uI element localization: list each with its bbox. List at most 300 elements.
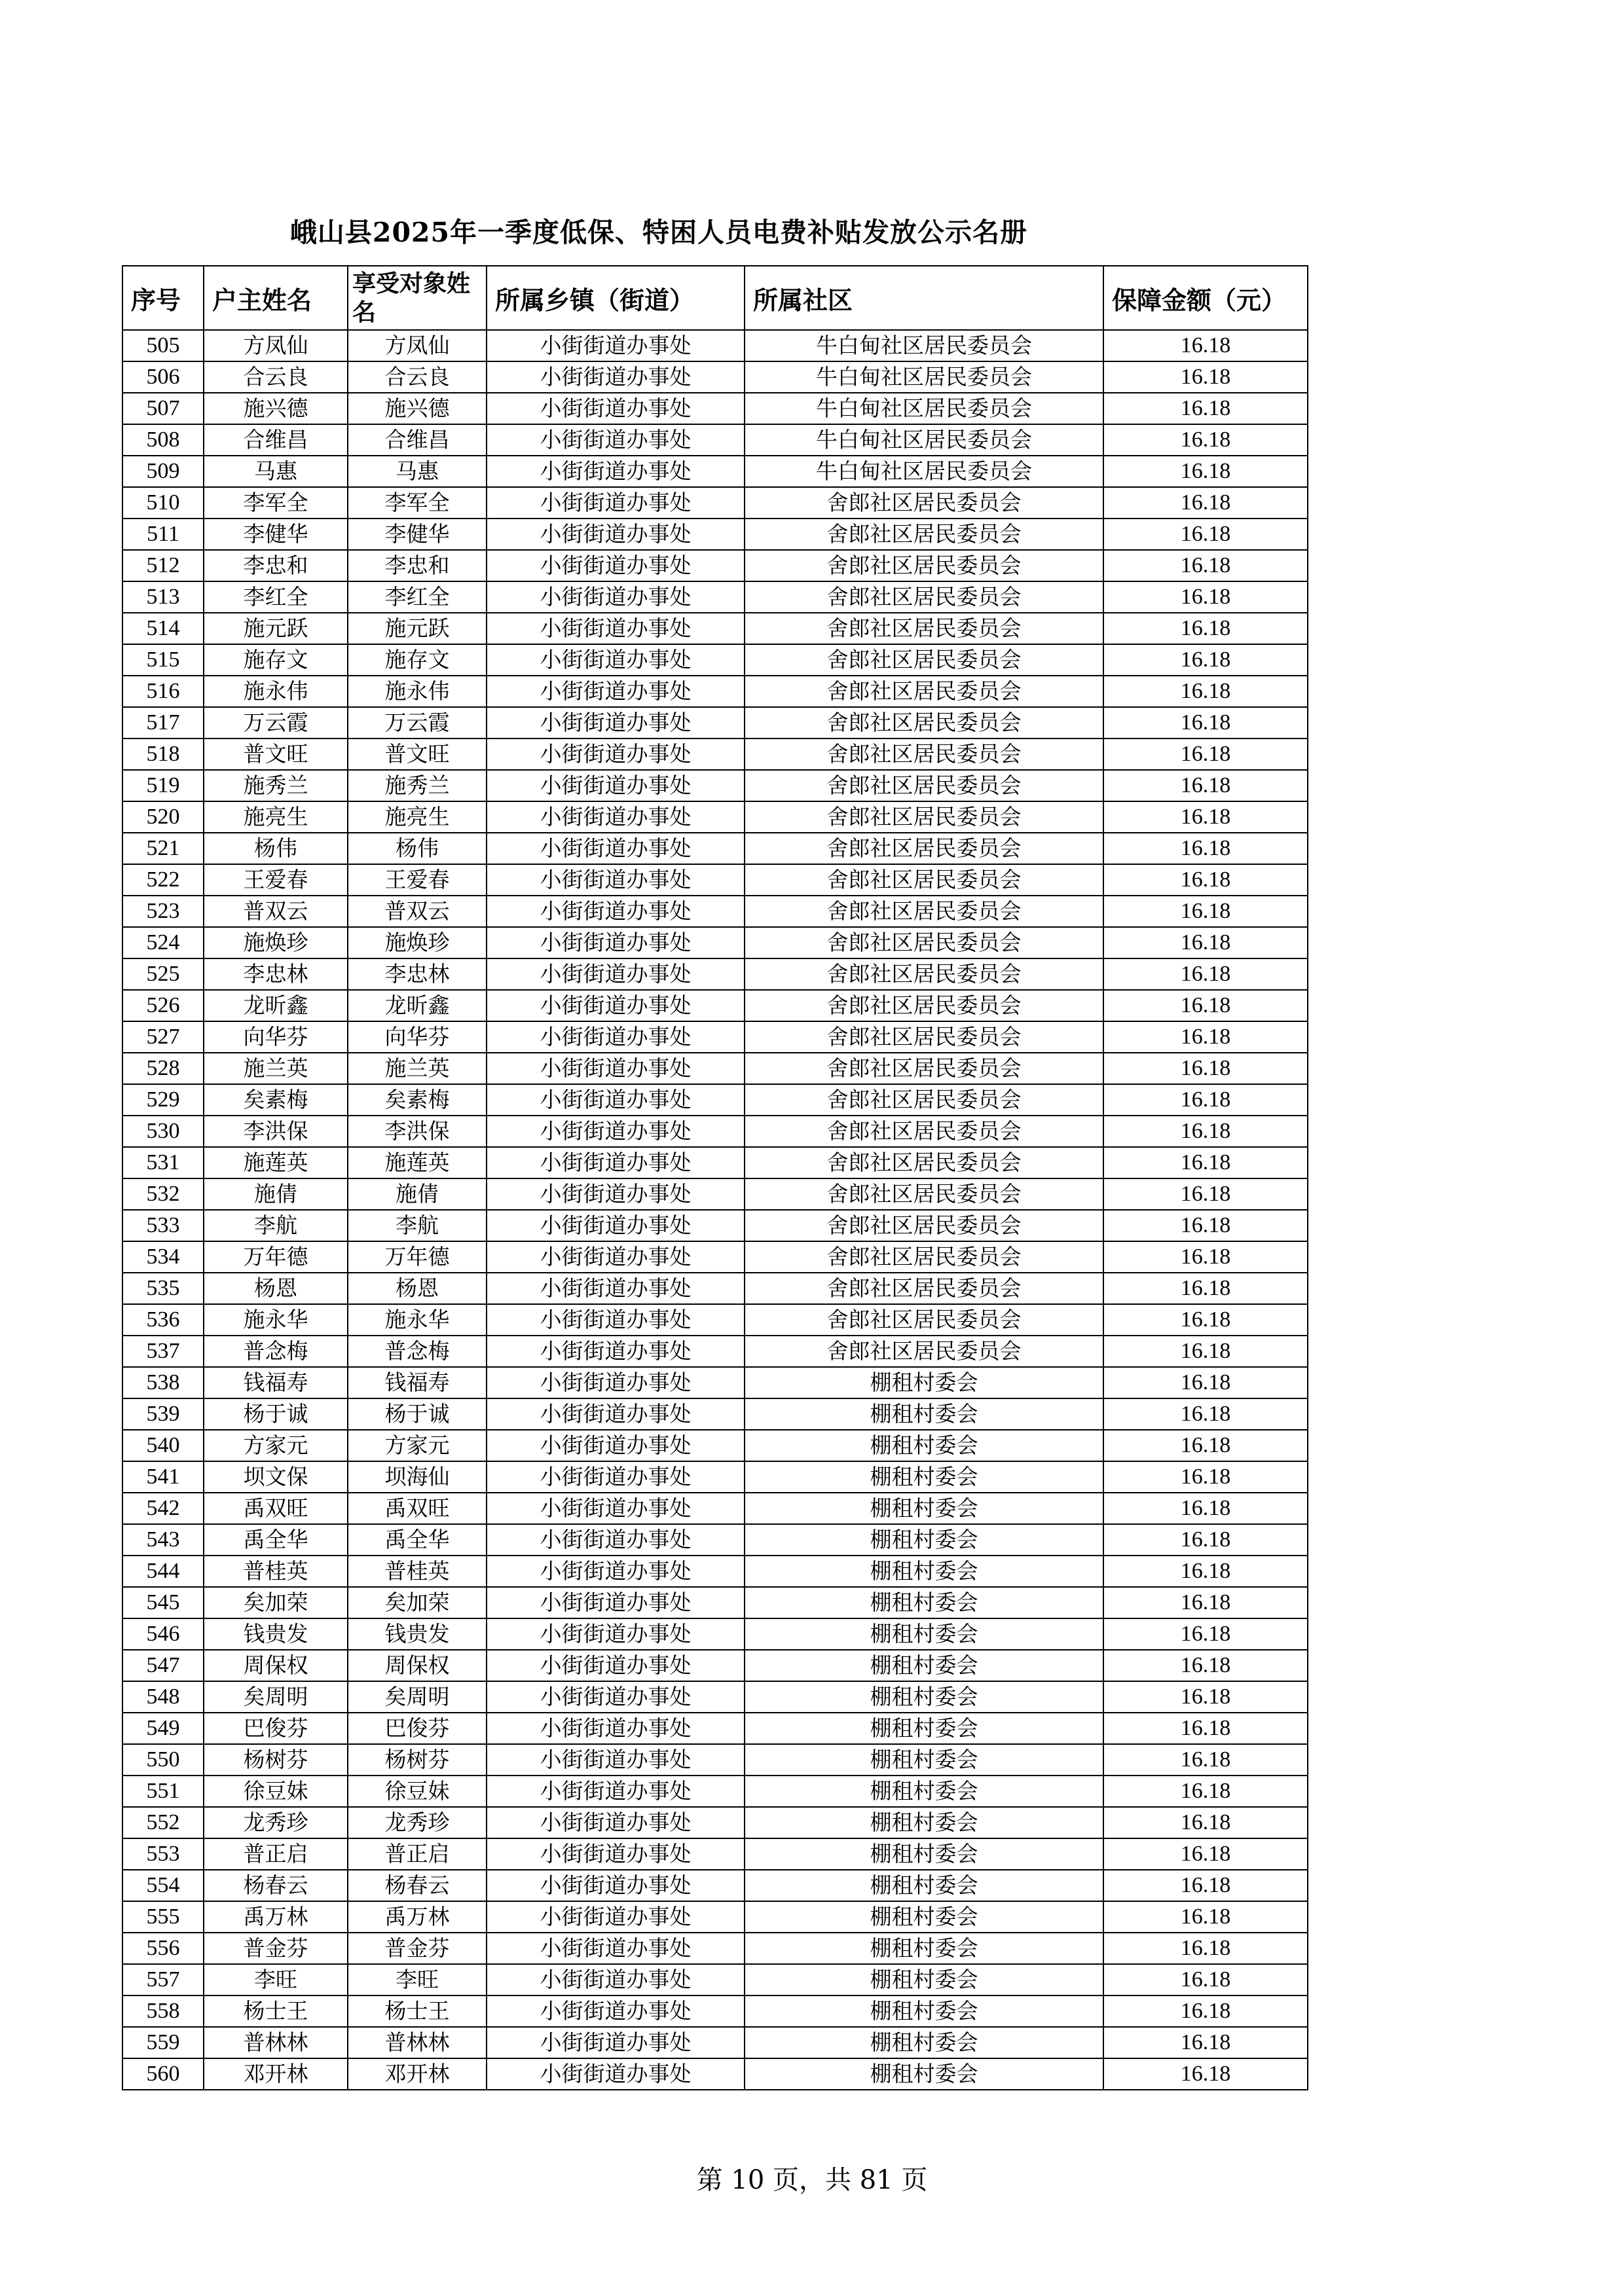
cell-amount: 16.18 (1103, 393, 1308, 424)
cell-amount: 16.18 (1103, 1901, 1308, 1933)
cell-amount: 16.18 (1103, 1776, 1308, 1807)
cell-index: 510 (122, 487, 204, 519)
cell-householder: 合云良 (204, 361, 348, 393)
cell-township: 小街街道办事处 (487, 1241, 745, 1273)
cell-householder: 矣周明 (204, 1681, 348, 1713)
cell-index: 521 (122, 833, 204, 864)
cell-community: 舍郎社区居民委员会 (745, 1336, 1103, 1367)
table-row (122, 676, 1308, 707)
cell-township: 小街街道办事处 (487, 1556, 745, 1587)
table-row (122, 1336, 1308, 1367)
cell-community: 棚租村委会 (745, 1995, 1103, 2027)
table-row (122, 1744, 1308, 1776)
table-row (122, 1147, 1308, 1178)
cell-beneficiary: 普正启 (348, 1838, 487, 1870)
cell-township: 小街街道办事处 (487, 1870, 745, 1901)
cell-township: 小街街道办事处 (487, 1210, 745, 1241)
cell-community: 棚租村委会 (745, 1681, 1103, 1713)
cell-householder: 普桂英 (204, 1556, 348, 1587)
cell-community: 舍郎社区居民委员会 (745, 927, 1103, 958)
cell-township: 小街街道办事处 (487, 2058, 745, 2090)
cell-township: 小街街道办事处 (487, 1744, 745, 1776)
cell-amount: 16.18 (1103, 581, 1308, 613)
table-row (122, 1398, 1308, 1430)
cell-index: 559 (122, 2027, 204, 2058)
column-header-community: 所属社区 (745, 266, 1103, 330)
table-row (122, 1964, 1308, 1995)
table-row (122, 456, 1308, 487)
cell-community: 棚租村委会 (745, 1713, 1103, 1744)
cell-beneficiary: 施莲英 (348, 1147, 487, 1178)
cell-township: 小街街道办事处 (487, 1430, 745, 1461)
cell-beneficiary: 禹万林 (348, 1901, 487, 1933)
cell-householder: 巴俊芬 (204, 1713, 348, 1744)
cell-householder: 向华芬 (204, 1021, 348, 1053)
cell-householder: 杨士王 (204, 1995, 348, 2027)
cell-community: 舍郎社区居民委员会 (745, 644, 1103, 676)
cell-index: 516 (122, 676, 204, 707)
cell-amount: 16.18 (1103, 1493, 1308, 1524)
cell-beneficiary: 普文旺 (348, 738, 487, 770)
cell-householder: 杨春云 (204, 1870, 348, 1901)
cell-index: 549 (122, 1713, 204, 1744)
cell-beneficiary: 巴俊芬 (348, 1713, 487, 1744)
cell-amount: 16.18 (1103, 990, 1308, 1021)
cell-beneficiary: 施元跃 (348, 613, 487, 644)
table-row (122, 1901, 1308, 1933)
cell-township: 小街街道办事处 (487, 1021, 745, 1053)
cell-amount: 16.18 (1103, 1304, 1308, 1336)
cell-community: 舍郎社区居民委员会 (745, 581, 1103, 613)
column-header-beneficiary: 享受对象姓名 (348, 266, 487, 330)
cell-community: 棚租村委会 (745, 1807, 1103, 1838)
cell-householder: 施永伟 (204, 676, 348, 707)
cell-amount: 16.18 (1103, 1870, 1308, 1901)
cell-amount: 16.18 (1103, 1933, 1308, 1964)
cell-community: 舍郎社区居民委员会 (745, 519, 1103, 550)
cell-beneficiary: 施亮生 (348, 801, 487, 833)
table-row (122, 393, 1308, 424)
column-header-township: 所属乡镇（街道） (487, 266, 745, 330)
cell-index: 556 (122, 1933, 204, 1964)
cell-township: 小街街道办事处 (487, 1304, 745, 1336)
cell-township: 小街街道办事处 (487, 613, 745, 644)
cell-beneficiary: 杨士王 (348, 1995, 487, 2027)
cell-community: 棚租村委会 (745, 1524, 1103, 1556)
cell-beneficiary: 李健华 (348, 519, 487, 550)
cell-township: 小街街道办事处 (487, 1084, 745, 1116)
table-row (122, 1273, 1308, 1304)
table-row (122, 1650, 1308, 1681)
cell-community: 牛白甸社区居民委员会 (745, 424, 1103, 456)
cell-index: 551 (122, 1776, 204, 1807)
table-row (122, 644, 1308, 676)
table-row (122, 1116, 1308, 1147)
cell-amount: 16.18 (1103, 613, 1308, 644)
cell-amount: 16.18 (1103, 361, 1308, 393)
table-row (122, 990, 1308, 1021)
cell-index: 555 (122, 1901, 204, 1933)
cell-beneficiary: 施永华 (348, 1304, 487, 1336)
table-row (122, 1367, 1308, 1398)
table-row (122, 801, 1308, 833)
cell-index: 560 (122, 2058, 204, 2090)
cell-index: 525 (122, 958, 204, 990)
cell-index: 515 (122, 644, 204, 676)
cell-beneficiary: 李忠和 (348, 550, 487, 581)
cell-index: 523 (122, 896, 204, 927)
cell-beneficiary: 施秀兰 (348, 770, 487, 801)
cell-township: 小街街道办事处 (487, 1367, 745, 1398)
cell-householder: 马惠 (204, 456, 348, 487)
cell-amount: 16.18 (1103, 519, 1308, 550)
cell-householder: 施兰英 (204, 1053, 348, 1084)
cell-township: 小街街道办事处 (487, 644, 745, 676)
table-row (122, 738, 1308, 770)
cell-beneficiary: 邓开林 (348, 2058, 487, 2090)
cell-township: 小街街道办事处 (487, 1461, 745, 1493)
cell-householder: 李忠和 (204, 550, 348, 581)
cell-index: 526 (122, 990, 204, 1021)
cell-householder: 李健华 (204, 519, 348, 550)
cell-amount: 16.18 (1103, 1021, 1308, 1053)
table-row (122, 330, 1308, 361)
cell-township: 小街街道办事处 (487, 1336, 745, 1367)
cell-householder: 禹双旺 (204, 1493, 348, 1524)
cell-amount: 16.18 (1103, 927, 1308, 958)
table-row (122, 1838, 1308, 1870)
cell-amount: 16.18 (1103, 770, 1308, 801)
cell-index: 544 (122, 1556, 204, 1587)
cell-beneficiary: 杨于诚 (348, 1398, 487, 1430)
cell-township: 小街街道办事处 (487, 1650, 745, 1681)
cell-amount: 16.18 (1103, 1587, 1308, 1618)
column-header-index: 序号 (122, 266, 204, 330)
cell-householder: 施元跃 (204, 613, 348, 644)
cell-township: 小街街道办事处 (487, 1713, 745, 1744)
cell-householder: 坝文保 (204, 1461, 348, 1493)
cell-amount: 16.18 (1103, 2027, 1308, 2058)
cell-index: 543 (122, 1524, 204, 1556)
cell-householder: 钱贵发 (204, 1618, 348, 1650)
cell-community: 棚租村委会 (745, 1650, 1103, 1681)
cell-householder: 施莲英 (204, 1147, 348, 1178)
table-row (122, 1618, 1308, 1650)
table-row (122, 2058, 1308, 2090)
cell-index: 540 (122, 1430, 204, 1461)
cell-householder: 施存文 (204, 644, 348, 676)
cell-amount: 16.18 (1103, 1995, 1308, 2027)
cell-householder: 禹万林 (204, 1901, 348, 1933)
cell-township: 小街街道办事处 (487, 990, 745, 1021)
cell-community: 棚租村委会 (745, 1493, 1103, 1524)
table-row (122, 927, 1308, 958)
cell-beneficiary: 合维昌 (348, 424, 487, 456)
cell-beneficiary: 普念梅 (348, 1336, 487, 1367)
cell-amount: 16.18 (1103, 1336, 1308, 1367)
cell-householder: 普双云 (204, 896, 348, 927)
cell-index: 511 (122, 519, 204, 550)
cell-beneficiary: 周保权 (348, 1650, 487, 1681)
cell-township: 小街街道办事处 (487, 1933, 745, 1964)
cell-amount: 16.18 (1103, 1681, 1308, 1713)
cell-township: 小街街道办事处 (487, 424, 745, 456)
cell-community: 舍郎社区居民委员会 (745, 676, 1103, 707)
cell-index: 528 (122, 1053, 204, 1084)
table-row (122, 581, 1308, 613)
cell-householder: 钱福寿 (204, 1367, 348, 1398)
cell-householder: 王爱春 (204, 864, 348, 896)
cell-householder: 邓开林 (204, 2058, 348, 2090)
cell-index: 554 (122, 1870, 204, 1901)
cell-beneficiary: 矣加荣 (348, 1587, 487, 1618)
table-row (122, 1304, 1308, 1336)
cell-beneficiary: 万年德 (348, 1241, 487, 1273)
cell-index: 538 (122, 1367, 204, 1398)
cell-community: 舍郎社区居民委员会 (745, 1147, 1103, 1178)
cell-township: 小街街道办事处 (487, 1618, 745, 1650)
cell-community: 舍郎社区居民委员会 (745, 738, 1103, 770)
cell-beneficiary: 普桂英 (348, 1556, 487, 1587)
recipient-table (122, 265, 1308, 2090)
cell-beneficiary: 矣周明 (348, 1681, 487, 1713)
page-footer: 第 10 页，共 81 页 (696, 2165, 928, 2195)
cell-community: 棚租村委会 (745, 1556, 1103, 1587)
cell-householder: 徐豆妹 (204, 1776, 348, 1807)
cell-amount: 16.18 (1103, 1053, 1308, 1084)
cell-beneficiary: 禹全华 (348, 1524, 487, 1556)
cell-index: 531 (122, 1147, 204, 1178)
cell-amount: 16.18 (1103, 1273, 1308, 1304)
cell-beneficiary: 施焕珍 (348, 927, 487, 958)
cell-householder: 李红全 (204, 581, 348, 613)
cell-township: 小街街道办事处 (487, 456, 745, 487)
cell-community: 舍郎社区居民委员会 (745, 990, 1103, 1021)
cell-index: 513 (122, 581, 204, 613)
cell-householder: 施兴德 (204, 393, 348, 424)
table-row (122, 361, 1308, 393)
cell-community: 舍郎社区居民委员会 (745, 707, 1103, 738)
cell-index: 545 (122, 1587, 204, 1618)
cell-index: 509 (122, 456, 204, 487)
cell-householder: 普林林 (204, 2027, 348, 2058)
cell-community: 棚租村委会 (745, 2027, 1103, 2058)
cell-householder: 李军全 (204, 487, 348, 519)
cell-householder: 施亮生 (204, 801, 348, 833)
cell-community: 舍郎社区居民委员会 (745, 1021, 1103, 1053)
table-row (122, 1210, 1308, 1241)
cell-amount: 16.18 (1103, 1398, 1308, 1430)
cell-index: 507 (122, 393, 204, 424)
cell-amount: 16.18 (1103, 1713, 1308, 1744)
cell-beneficiary: 马惠 (348, 456, 487, 487)
cell-index: 553 (122, 1838, 204, 1870)
cell-beneficiary: 徐豆妹 (348, 1776, 487, 1807)
cell-community: 舍郎社区居民委员会 (745, 1053, 1103, 1084)
cell-township: 小街街道办事处 (487, 1838, 745, 1870)
column-header-householder: 户主姓名 (204, 266, 348, 330)
cell-index: 536 (122, 1304, 204, 1336)
cell-householder: 施倩 (204, 1178, 348, 1210)
cell-index: 530 (122, 1116, 204, 1147)
cell-community: 舍郎社区居民委员会 (745, 487, 1103, 519)
cell-householder: 李忠林 (204, 958, 348, 990)
cell-beneficiary: 李航 (348, 1210, 487, 1241)
cell-community: 舍郎社区居民委员会 (745, 864, 1103, 896)
cell-index: 506 (122, 361, 204, 393)
cell-community: 舍郎社区居民委员会 (745, 770, 1103, 801)
cell-township: 小街街道办事处 (487, 1524, 745, 1556)
cell-index: 548 (122, 1681, 204, 1713)
cell-amount: 16.18 (1103, 1367, 1308, 1398)
table-row (122, 613, 1308, 644)
cell-index: 529 (122, 1084, 204, 1116)
cell-community: 棚租村委会 (745, 1838, 1103, 1870)
cell-township: 小街街道办事处 (487, 581, 745, 613)
cell-beneficiary: 杨树芬 (348, 1744, 487, 1776)
cell-amount: 16.18 (1103, 1178, 1308, 1210)
cell-community: 棚租村委会 (745, 1901, 1103, 1933)
cell-householder: 李旺 (204, 1964, 348, 1995)
cell-amount: 16.18 (1103, 550, 1308, 581)
cell-householder: 合维昌 (204, 424, 348, 456)
cell-beneficiary: 李红全 (348, 581, 487, 613)
cell-township: 小街街道办事处 (487, 1116, 745, 1147)
cell-beneficiary: 施永伟 (348, 676, 487, 707)
cell-community: 棚租村委会 (745, 1618, 1103, 1650)
table-row (122, 2027, 1308, 2058)
cell-beneficiary: 合云良 (348, 361, 487, 393)
cell-amount: 16.18 (1103, 1650, 1308, 1681)
cell-index: 546 (122, 1618, 204, 1650)
cell-beneficiary: 王爱春 (348, 864, 487, 896)
cell-index: 519 (122, 770, 204, 801)
cell-township: 小街街道办事处 (487, 1681, 745, 1713)
table-row (122, 770, 1308, 801)
cell-township: 小街街道办事处 (487, 958, 745, 990)
cell-beneficiary: 普双云 (348, 896, 487, 927)
cell-community: 棚租村委会 (745, 1430, 1103, 1461)
table-row (122, 519, 1308, 550)
cell-amount: 16.18 (1103, 1241, 1308, 1273)
cell-township: 小街街道办事处 (487, 1493, 745, 1524)
cell-community: 棚租村委会 (745, 1776, 1103, 1807)
table-row (122, 550, 1308, 581)
table-row (122, 1430, 1308, 1461)
cell-householder: 施永华 (204, 1304, 348, 1336)
cell-index: 518 (122, 738, 204, 770)
cell-householder: 杨伟 (204, 833, 348, 864)
cell-amount: 16.18 (1103, 864, 1308, 896)
cell-amount: 16.18 (1103, 487, 1308, 519)
cell-index: 522 (122, 864, 204, 896)
table-row (122, 1807, 1308, 1838)
table-body (122, 330, 1308, 2090)
table-row (122, 1681, 1308, 1713)
cell-beneficiary: 杨春云 (348, 1870, 487, 1901)
cell-community: 舍郎社区居民委员会 (745, 833, 1103, 864)
column-header-amount: 保障金额（元） (1103, 266, 1308, 330)
cell-amount: 16.18 (1103, 424, 1308, 456)
cell-township: 小街街道办事处 (487, 927, 745, 958)
cell-householder: 禹全华 (204, 1524, 348, 1556)
cell-index: 547 (122, 1650, 204, 1681)
cell-beneficiary: 施存文 (348, 644, 487, 676)
cell-amount: 16.18 (1103, 1461, 1308, 1493)
cell-householder: 普念梅 (204, 1336, 348, 1367)
cell-householder: 杨恩 (204, 1273, 348, 1304)
cell-township: 小街街道办事处 (487, 896, 745, 927)
cell-community: 棚租村委会 (745, 1933, 1103, 1964)
cell-township: 小街街道办事处 (487, 519, 745, 550)
cell-householder: 施秀兰 (204, 770, 348, 801)
cell-index: 512 (122, 550, 204, 581)
cell-index: 520 (122, 801, 204, 833)
cell-beneficiary: 杨恩 (348, 1273, 487, 1304)
cell-beneficiary: 方凤仙 (348, 330, 487, 361)
cell-householder: 方凤仙 (204, 330, 348, 361)
table-row (122, 1933, 1308, 1964)
cell-beneficiary: 普金芬 (348, 1933, 487, 1964)
cell-beneficiary: 禹双旺 (348, 1493, 487, 1524)
cell-community: 棚租村委会 (745, 1744, 1103, 1776)
cell-index: 539 (122, 1398, 204, 1430)
cell-township: 小街街道办事处 (487, 1776, 745, 1807)
cell-community: 棚租村委会 (745, 1870, 1103, 1901)
cell-householder: 万云霞 (204, 707, 348, 738)
cell-amount: 16.18 (1103, 644, 1308, 676)
cell-beneficiary: 龙秀珍 (348, 1807, 487, 1838)
table-row (122, 424, 1308, 456)
cell-amount: 16.18 (1103, 2058, 1308, 2090)
table-row (122, 707, 1308, 738)
cell-township: 小街街道办事处 (487, 487, 745, 519)
table-row (122, 896, 1308, 927)
cell-beneficiary: 龙昕鑫 (348, 990, 487, 1021)
cell-community: 棚租村委会 (745, 1587, 1103, 1618)
cell-township: 小街街道办事处 (487, 1273, 745, 1304)
cell-index: 550 (122, 1744, 204, 1776)
cell-community: 牛白甸社区居民委员会 (745, 456, 1103, 487)
cell-community: 棚租村委会 (745, 1398, 1103, 1430)
cell-beneficiary: 施兰英 (348, 1053, 487, 1084)
cell-beneficiary: 普林林 (348, 2027, 487, 2058)
cell-amount: 16.18 (1103, 1618, 1308, 1650)
table-row (122, 1995, 1308, 2027)
cell-householder: 龙秀珍 (204, 1807, 348, 1838)
cell-township: 小街街道办事处 (487, 1178, 745, 1210)
cell-householder: 普正启 (204, 1838, 348, 1870)
table-row (122, 487, 1308, 519)
cell-township: 小街街道办事处 (487, 1964, 745, 1995)
cell-community: 棚租村委会 (745, 1461, 1103, 1493)
cell-community: 牛白甸社区居民委员会 (745, 393, 1103, 424)
cell-amount: 16.18 (1103, 456, 1308, 487)
cell-amount: 16.18 (1103, 833, 1308, 864)
cell-index: 534 (122, 1241, 204, 1273)
cell-householder: 龙昕鑫 (204, 990, 348, 1021)
cell-amount: 16.18 (1103, 676, 1308, 707)
cell-amount: 16.18 (1103, 1807, 1308, 1838)
cell-index: 541 (122, 1461, 204, 1493)
cell-index: 533 (122, 1210, 204, 1241)
table-row (122, 1021, 1308, 1053)
table-row (122, 1776, 1308, 1807)
cell-community: 舍郎社区居民委员会 (745, 1273, 1103, 1304)
cell-index: 535 (122, 1273, 204, 1304)
cell-amount: 16.18 (1103, 1430, 1308, 1461)
cell-community: 舍郎社区居民委员会 (745, 1084, 1103, 1116)
